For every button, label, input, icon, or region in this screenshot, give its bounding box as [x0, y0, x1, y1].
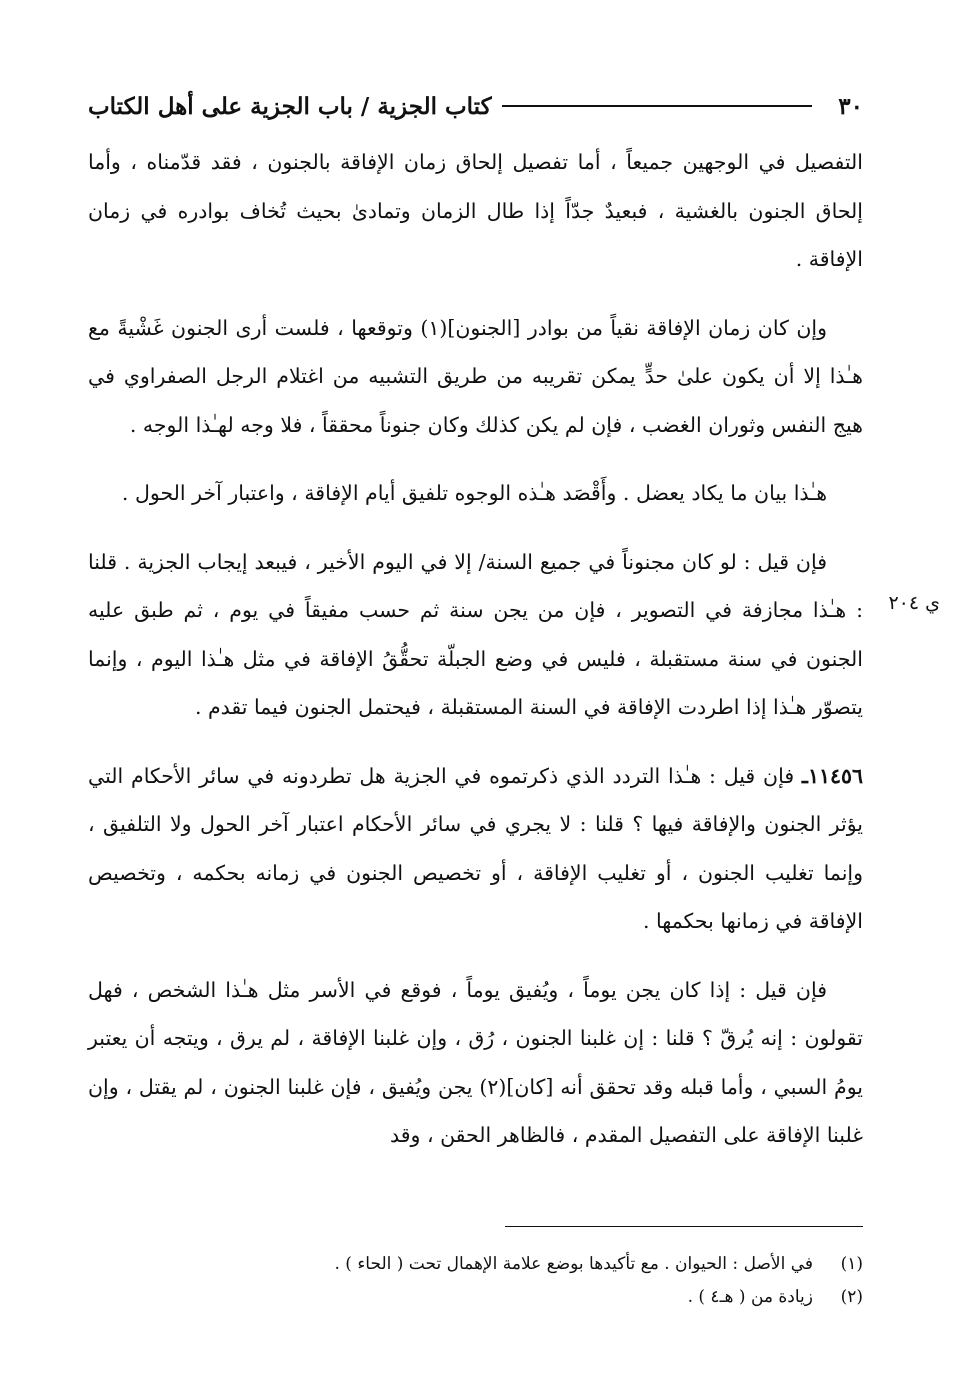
footnote-rule: [505, 1226, 863, 1227]
paragraph-3: هـٰذا بيان ما يكاد يعضل . وأَقْصَد هـٰذه الوجوه تلفيق أيام الإفاقة ، واعتبار آخر الحول .: [121, 481, 827, 505]
paragraph-6: فإن قيل : إذا كان يجن يوماً ، ويُفيق يوماً ، فوقع في الأسر مثل هـٰذا الشخص ، فهل تقولون : إنه يُرقّ ؟ قلنا : إن غلبنا الجنون ، رُق ، وإن غلبنا الإفاقة ، لم يرق ، ويتجه أن يعتبر يومُ السبي ، وأما قبله وقد تحقق أنه [كان](٢) يجن ويُفيق ، فإن غلبنا الجنون ، لم يقتل ، وإن غلبنا الإفاقة على التفصيل المقدم ، فالظاهر الحقن ، وقد: [88, 977, 863, 1147]
footnote-1: [88, 1248, 863, 1281]
paragraph-1: التفصيل في الوجهين جميعاً ، أما تفصيل إلحاق زمان الإفاقة بالجنون ، فقد قدّمناه ، وأما إلحاق الجنون بالغشية ، فبعيدٌ جدّاً إذا طال الزمان وتمادىٰ بحيث تُخاف بوادره في زمان الإفاقة .: [88, 150, 863, 271]
header-title: كتاب الجزية / باب الجزية على أهل الكتاب: [88, 92, 492, 120]
header-rule: [502, 105, 813, 107]
paragraph-number: ١١٤٥٦ـ: [801, 763, 863, 788]
running-header: [88, 86, 863, 126]
footnote-number: (٢): [840, 1287, 863, 1307]
paragraph-4: فإن قيل : لو كان مجنوناً في جميع السنة/ إلا في اليوم الأخير ، فيبعد إيجاب الجزية . قلنا : هـٰذا مجازفة في التصوير ، فإن من يجن سنة ثم حسب مفيقاً في يوم ، ثم طبق عليه الجنون في سنة مستقبلة ، فليس في وضع الجبلّة تحقُّقُ الإفاقة في مثل هـٰذا اليوم ، وإنما يتصوّر هـٰذا إذا اطردت الإفاقة في السنة المستقبلة ، فيحتمل الجنون فيما تقدم .: [88, 549, 863, 719]
footnote-text: زيادة من ( هـ٤ ) .: [687, 1287, 813, 1307]
main-text: [88, 138, 863, 1180]
footnotes: [88, 1248, 863, 1314]
page-number: ٣٠: [838, 92, 863, 120]
margin-reference: ي ٢٠٤: [888, 592, 940, 614]
footnote-number: (١): [840, 1254, 863, 1274]
paragraph-5-text: فإن قيل : هـٰذا التردد الذي ذكرتموه في الجزية هل تطردونه في سائر الأحكام التي يؤثر الجنون والإفاقة فيها ؟ قلنا : لا يجري في سائر الأحكام اعتبار آخر الحول ولا التلفيق ، وإنما تغليب الجنون ، أو تغليب الإفاقة ، أو تخصيص الجنون في زمانه بحكمه ، وتخصيص الإفاقة في زمانها بحكمها .: [88, 763, 863, 933]
paragraph-2: وإن كان زمان الإفاقة نقياً من بوادر [الجنون](١) وتوقعها ، فلست أرى الجنون غَشْيةً مع هـٰذا إلا أن يكون علىٰ حدٍّ يمكن تقريبه من طريق التشبيه من اغتلام الرجل الصفراوي في هيج النفس وثوران الغضب ، فإن لم يكن كذلك وكان جنوناً محققاً ، فلا وجه لهـٰذا الوجه .: [88, 315, 863, 437]
footnote-text: في الأصل : الحيوان . مع تأكيدها بوضع علامة الإهمال تحت ( الحاء ) .: [334, 1254, 813, 1274]
paragraph-5: [88, 752, 863, 946]
footnote-2: [88, 1281, 863, 1314]
